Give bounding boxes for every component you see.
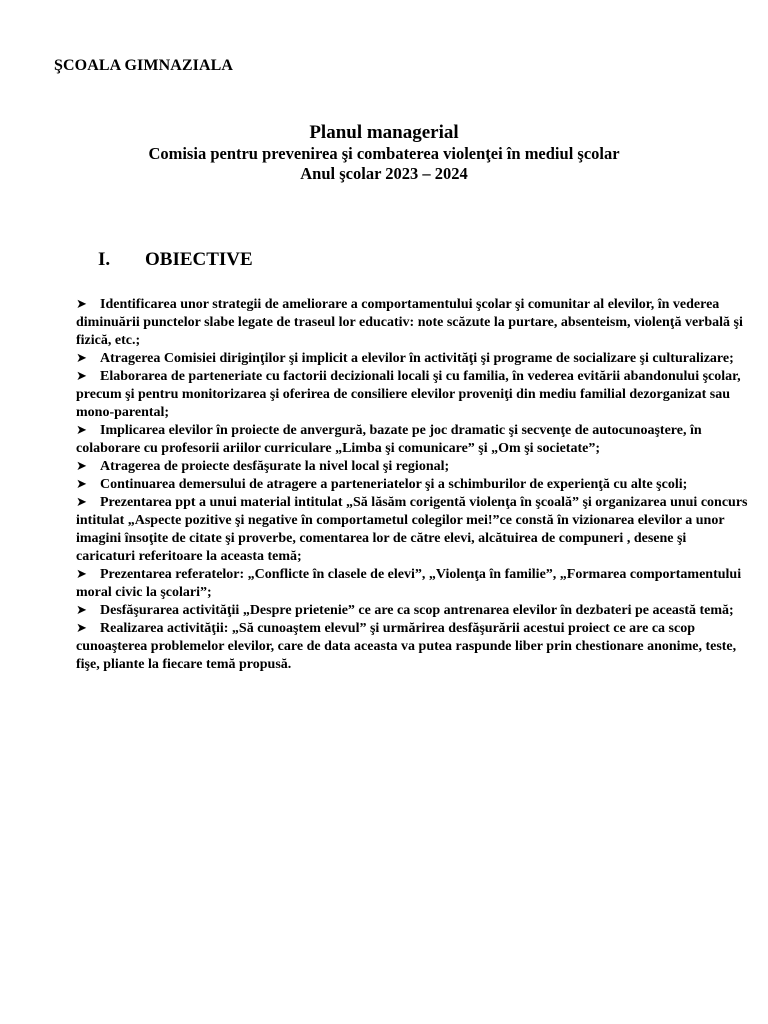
section-number: I. xyxy=(98,249,111,270)
arrowhead-bullet-icon: ➤ xyxy=(76,477,87,492)
objective-text: Atragerea Comisiei diriginţilor şi implicit a elevilor în activităţi şi programe de socializare şi culturalizare; xyxy=(100,351,734,366)
arrowhead-bullet-icon: ➤ xyxy=(76,369,87,384)
school-year: Anul şcolar 2023 – 2024 xyxy=(300,164,468,183)
school-name: ŞCOALA GIMNAZIALA xyxy=(54,57,234,74)
objective-text: Identificarea unor strategii de ameliorare a comportamentului şcolar şi comunitar al elevilor, în vederea diminuării punctelor slabe legate de traseul lor educativ: note scăzute la purtare, absenteism, violenţă verbală şi fizică, etc.; xyxy=(76,297,743,348)
list-item xyxy=(76,422,748,458)
document-title: Planul managerial xyxy=(309,122,459,143)
objective-text: Realizarea activităţii: „Să cunoaştem elevul” şi urmărirea desfăşurării acestui proiect ce are ca scop cunoaşterea problemelor elevilor, care de data aceasta va putea raspunde liber prin chestionare anonime, teste, fişe, pliante la fiecare temă propusă. xyxy=(76,621,737,672)
objectives-list xyxy=(76,296,748,674)
arrowhead-bullet-icon: ➤ xyxy=(76,603,87,618)
list-item xyxy=(76,602,748,620)
objective-text: Prezentarea referatelor: „Conflicte în clasele de elevi”, „Violenţa în familie”, „Formarea comportamentului moral civic la şcolari”; xyxy=(76,567,742,600)
arrowhead-bullet-icon: ➤ xyxy=(76,351,87,366)
arrowhead-bullet-icon: ➤ xyxy=(76,459,87,474)
list-item xyxy=(76,494,748,566)
arrowhead-bullet-icon: ➤ xyxy=(76,621,87,636)
objective-text: Elaborarea de parteneriate cu factorii decizionali locali şi cu familia, în vederea evitării abandonului şcolar, precum şi pentru monitorizarea şi oferirea de consiliere elevilor proveniţi din mediu familial dezorganizat sau mono-parental; xyxy=(76,369,741,420)
objective-text: Continuarea demersului de atragere a parteneriatelor şi a schimburilor de experienţă cu alte şcoli; xyxy=(100,477,688,492)
objective-text: Desfăşurarea activităţii „Despre prietenie” ce are ca scop antrenarea elevilor în dezbateri pe această temă; xyxy=(100,603,734,618)
list-item xyxy=(76,566,748,602)
commission-name: Comisia pentru prevenirea şi combaterea violenţei în mediul şcolar xyxy=(148,144,620,163)
title-block xyxy=(0,122,768,184)
objective-text: Implicarea elevilor în proiecte de anvergură, bazate pe joc dramatic şi secvenţe de autocunoaştere, în colaborare cu profesorii ariilor curriculare „Limba şi comunicare” şi „Om şi societate”; xyxy=(76,423,702,456)
list-item xyxy=(76,368,748,422)
list-item xyxy=(76,350,748,368)
arrowhead-bullet-icon: ➤ xyxy=(76,567,87,582)
objective-text: Prezentarea ppt a unui material intitulat „Să lăsăm corigentă violenţa în şcoală” şi organizarea unui concurs intitulat „Aspecte pozitive şi negative în comportametul colegilor mei!”ce constă în vizionarea elevilor a unor imagini însoţite de citate şi proverbe, comentarea lor de către elevi, alcătuirea de compuneri , desene şi caricaturi referitoare la aceasta temă; xyxy=(76,495,748,564)
list-item xyxy=(76,458,748,476)
arrowhead-bullet-icon: ➤ xyxy=(76,297,87,312)
section-heading xyxy=(98,249,253,271)
list-item xyxy=(76,476,748,494)
arrowhead-bullet-icon: ➤ xyxy=(76,495,87,510)
list-item xyxy=(76,620,748,674)
section-title: OBIECTIVE xyxy=(145,249,253,270)
list-item xyxy=(76,296,748,350)
arrowhead-bullet-icon: ➤ xyxy=(76,423,87,438)
objective-text: Atragerea de proiecte desfăşurate la nivel local şi regional; xyxy=(100,459,450,474)
